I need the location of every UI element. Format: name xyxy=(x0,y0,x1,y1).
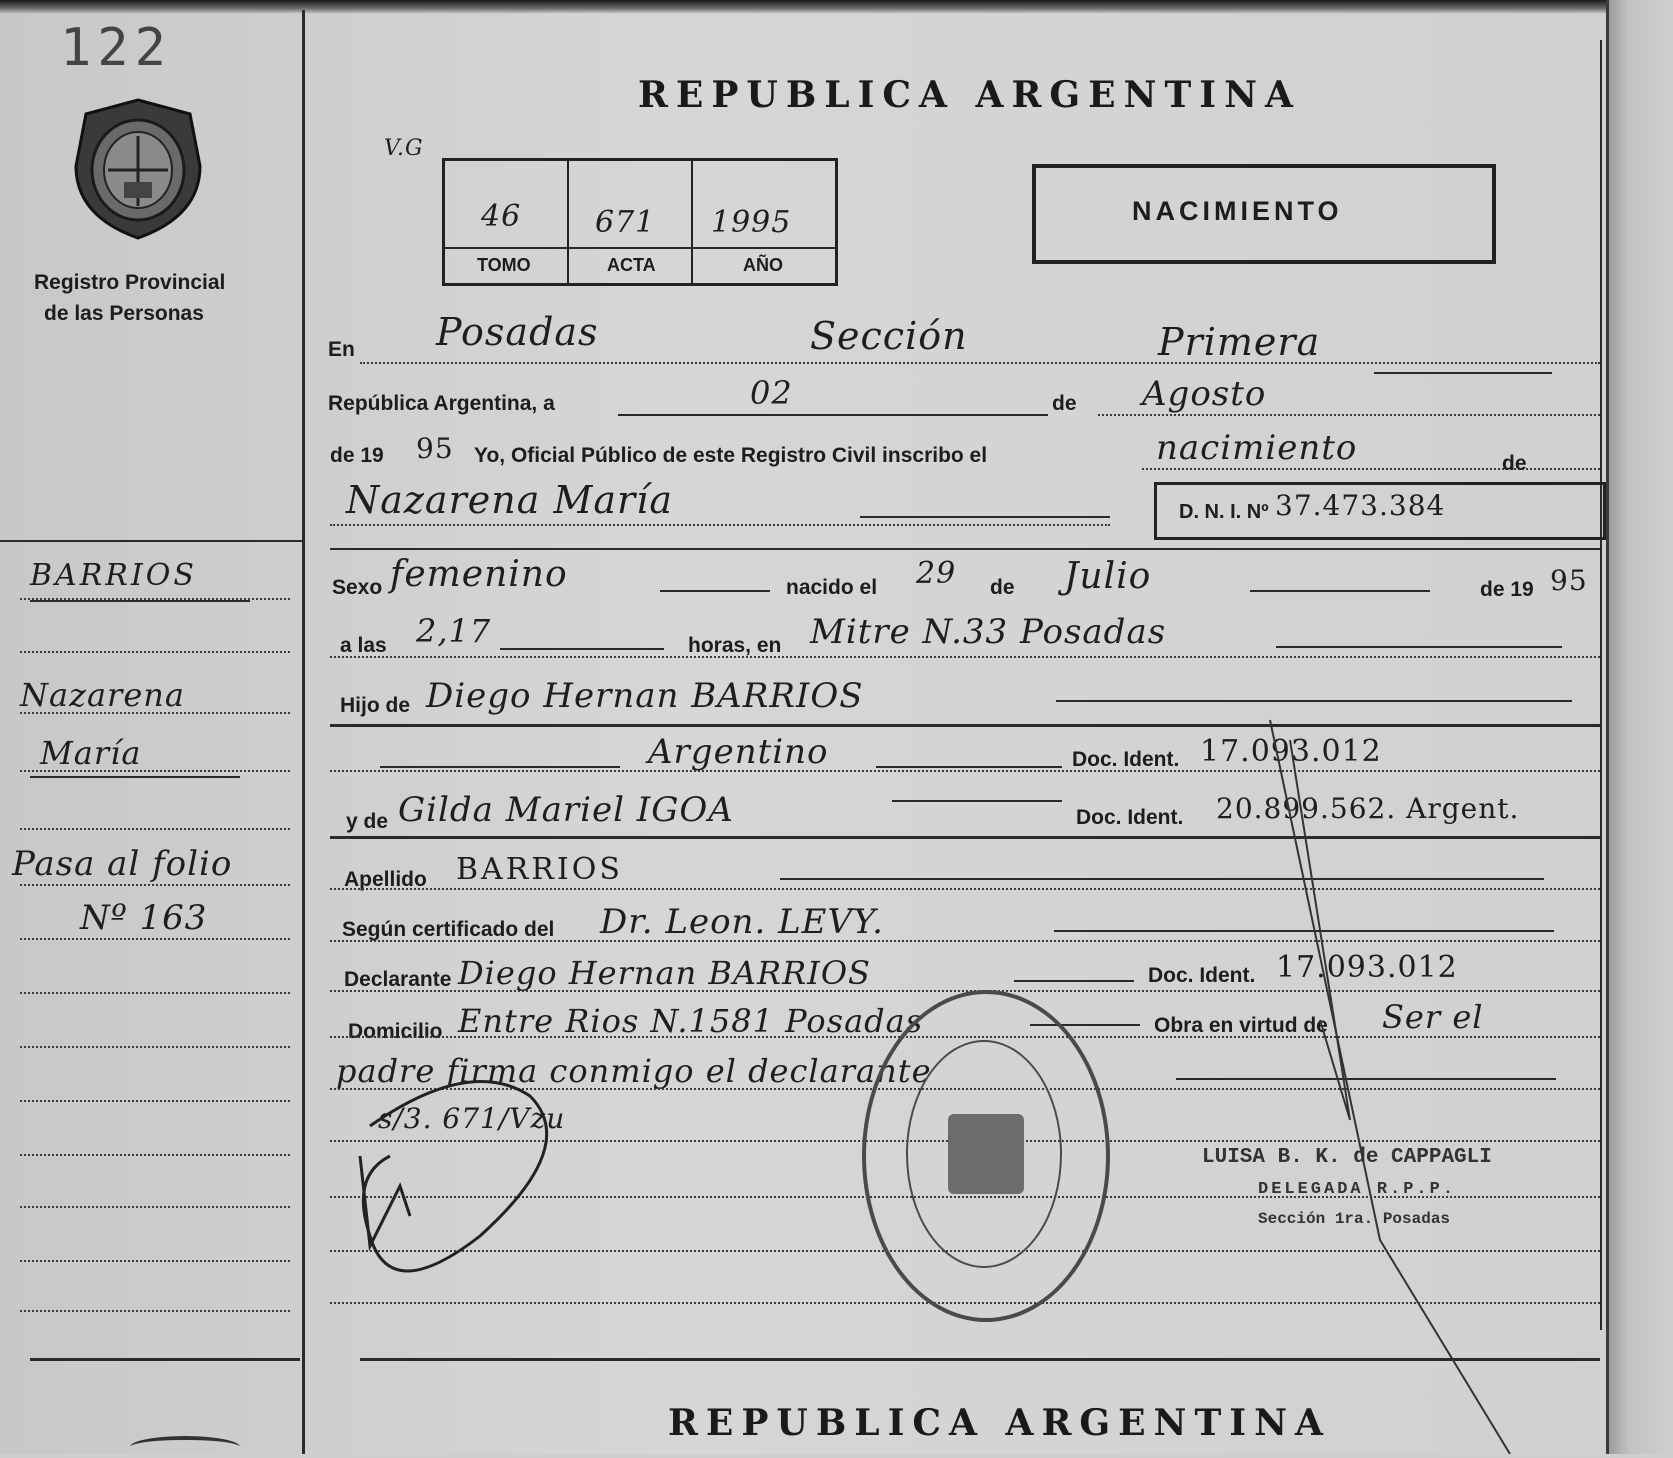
ano-label: AÑO xyxy=(743,255,783,275)
nationality-line-right xyxy=(876,766,1062,768)
child-name-solid-line xyxy=(860,516,1110,518)
ano-value: 1995 xyxy=(711,205,792,240)
stamp-section: Sección 1ra. Posadas xyxy=(1258,1210,1451,1228)
birth-place-value: Mitre N.33 Posadas xyxy=(810,612,1167,652)
doc-ident-label-declarante: Doc. Ident. xyxy=(1148,964,1256,987)
margin-line xyxy=(20,1154,290,1156)
acta-value: 671 xyxy=(595,205,656,240)
record-number-box xyxy=(442,158,838,286)
margin-line xyxy=(20,992,290,994)
hour-line xyxy=(500,648,664,650)
section-word: Sección xyxy=(810,314,968,358)
republica-label: República Argentina, a xyxy=(328,392,555,415)
father-doc-value: 17.093.012 xyxy=(1200,734,1382,769)
margin-line xyxy=(20,828,290,830)
dni-box xyxy=(1154,482,1606,540)
declarante-value: Diego Hernan BARRIOS xyxy=(458,954,871,992)
document-type-label: NACIMIENTO xyxy=(1132,196,1343,226)
sexo-line xyxy=(660,590,770,592)
de-label-3: de xyxy=(990,576,1015,599)
margin-line xyxy=(20,884,290,886)
a-las-label: a las xyxy=(340,634,387,657)
seal-center-emblem xyxy=(948,1114,1024,1194)
left-bottom-rule xyxy=(30,1358,300,1361)
place-value: Posadas xyxy=(436,310,599,354)
margin-surname: BARRIOS xyxy=(30,558,197,593)
registry-name-line1: Registro Provincial xyxy=(34,271,226,294)
domicilio-value: Entre Rios N.1581 Posadas xyxy=(458,1002,924,1040)
month-dotted-line xyxy=(1098,414,1600,416)
hour-value: 2,17 xyxy=(416,612,492,650)
declarante-doc-value: 17.093.012 xyxy=(1276,950,1458,985)
official-text: Yo, Oficial Público de este Registro Civil inscribo el xyxy=(474,444,988,467)
sexo-label: Sexo xyxy=(332,576,383,599)
stamp-name: LUISA B. K. de CAPPAGLI xyxy=(1202,1146,1492,1169)
surname-underline xyxy=(30,600,250,602)
y-de-label: y de xyxy=(346,810,389,833)
given-underline xyxy=(30,776,240,778)
page-top-shadow xyxy=(0,0,1673,14)
left-section-rule xyxy=(0,540,302,542)
tomo-value: 46 xyxy=(481,199,522,234)
father-nationality-value: Argentino xyxy=(648,732,829,772)
de-label-1: de xyxy=(1052,392,1077,415)
main-section-rule xyxy=(330,548,1600,550)
record-box-divider xyxy=(445,247,835,249)
en-dotted-line xyxy=(360,362,1600,364)
tomo-label: TOMO xyxy=(477,255,531,275)
registrar-signature-scribble xyxy=(1260,700,1530,1454)
birth-year-suffix: 95 xyxy=(1550,564,1588,597)
margin-given-name-1: Nazarena xyxy=(20,676,185,714)
bottom-emblem-icon xyxy=(130,1436,240,1458)
registry-emblem-icon xyxy=(70,96,206,242)
mother-name-value: Gilda Mariel IGOA xyxy=(398,790,734,830)
margin-line xyxy=(20,1260,290,1262)
apellido-value: BARRIOS xyxy=(456,852,623,887)
birth-day-value: 29 xyxy=(916,556,957,591)
country-title: REPUBLICA ARGENTINA xyxy=(638,74,1301,116)
folio-number: 122 xyxy=(60,18,172,78)
birth-year-prefix: de 19 xyxy=(1480,578,1534,601)
stamp-role: DELEGADA R.P.P. xyxy=(1258,1180,1457,1199)
margin-pase-folio: Pasa al folio xyxy=(12,844,233,884)
hijo-label: Hijo de xyxy=(340,694,411,717)
signature-scribble xyxy=(330,1036,590,1296)
margin-line xyxy=(20,1100,290,1102)
day-line xyxy=(618,414,1048,416)
birth-month-value: Julio xyxy=(1064,556,1152,597)
month-value: Agosto xyxy=(1142,374,1267,414)
birth-month-line xyxy=(1250,590,1430,592)
birth-place-line xyxy=(330,656,1600,658)
declarante-line xyxy=(1014,980,1134,982)
mother-name-line xyxy=(892,800,1062,802)
margin-given-name-2: María xyxy=(40,734,142,772)
section-underline xyxy=(1374,372,1552,374)
declarante-label: Declarante xyxy=(344,968,452,991)
horas-label: horas, en xyxy=(688,634,782,657)
de-label-2: de xyxy=(1502,452,1527,475)
document-type-box xyxy=(1032,164,1496,264)
margin-line xyxy=(20,1206,290,1208)
doc-ident-label-father: Doc. Ident. xyxy=(1072,748,1180,771)
doc-ident-label-mother: Doc. Ident. xyxy=(1076,806,1184,829)
child-name-line xyxy=(330,524,1110,526)
section-value: Primera xyxy=(1158,320,1321,364)
birth-place-solid-line xyxy=(1276,646,1562,648)
dni-label: D. N. I. Nº xyxy=(1179,501,1269,523)
margin-line xyxy=(20,1310,290,1312)
certificado-value: Dr. Leon. LEVY. xyxy=(600,902,884,942)
left-column-divider xyxy=(302,10,305,1454)
obra-value: Ser el xyxy=(1382,998,1484,1036)
margin-folio-number: Nº 163 xyxy=(80,898,208,938)
year-prefix: de 19 xyxy=(330,444,384,467)
obra-continuation: padre firma conmigo el declarante xyxy=(336,1052,932,1090)
act-type-value: nacimiento xyxy=(1156,428,1358,468)
sexo-value: femenino xyxy=(390,554,568,595)
margin-note: s/3. 671/Vzu xyxy=(378,1102,566,1135)
margin-line xyxy=(20,938,290,940)
obra-label: Obra en virtud de xyxy=(1154,1014,1328,1037)
margin-line xyxy=(20,651,290,653)
dni-value: 37.473.384 xyxy=(1275,489,1446,522)
vg-note: V.G xyxy=(384,136,424,161)
year-suffix: 95 xyxy=(416,432,454,465)
footer-country-title: REPUBLICA ARGENTINA xyxy=(668,1402,1331,1444)
nationality-line-left xyxy=(380,766,620,768)
day-value: 02 xyxy=(750,374,793,412)
father-name-value: Diego Hernan BARRIOS xyxy=(426,676,864,716)
margin-line xyxy=(20,1046,290,1048)
certificado-label: Según certificado del xyxy=(342,918,555,941)
official-seal-icon xyxy=(862,990,1110,1322)
apellido-label: Apellido xyxy=(344,868,427,891)
nacido-label: nacido el xyxy=(786,576,878,599)
child-name-value: Nazarena María xyxy=(346,478,673,522)
en-label: En xyxy=(328,338,355,361)
mother-doc-value: 20.899.562. Argent. xyxy=(1216,792,1520,825)
registry-name-line2: de las Personas xyxy=(44,302,204,325)
domicilio-label: Domicilio xyxy=(348,1020,443,1043)
acta-label: ACTA xyxy=(607,255,656,275)
right-margin-line xyxy=(1600,40,1602,1330)
act-dotted-line xyxy=(1142,468,1600,470)
page-right-edge xyxy=(1606,0,1673,1454)
